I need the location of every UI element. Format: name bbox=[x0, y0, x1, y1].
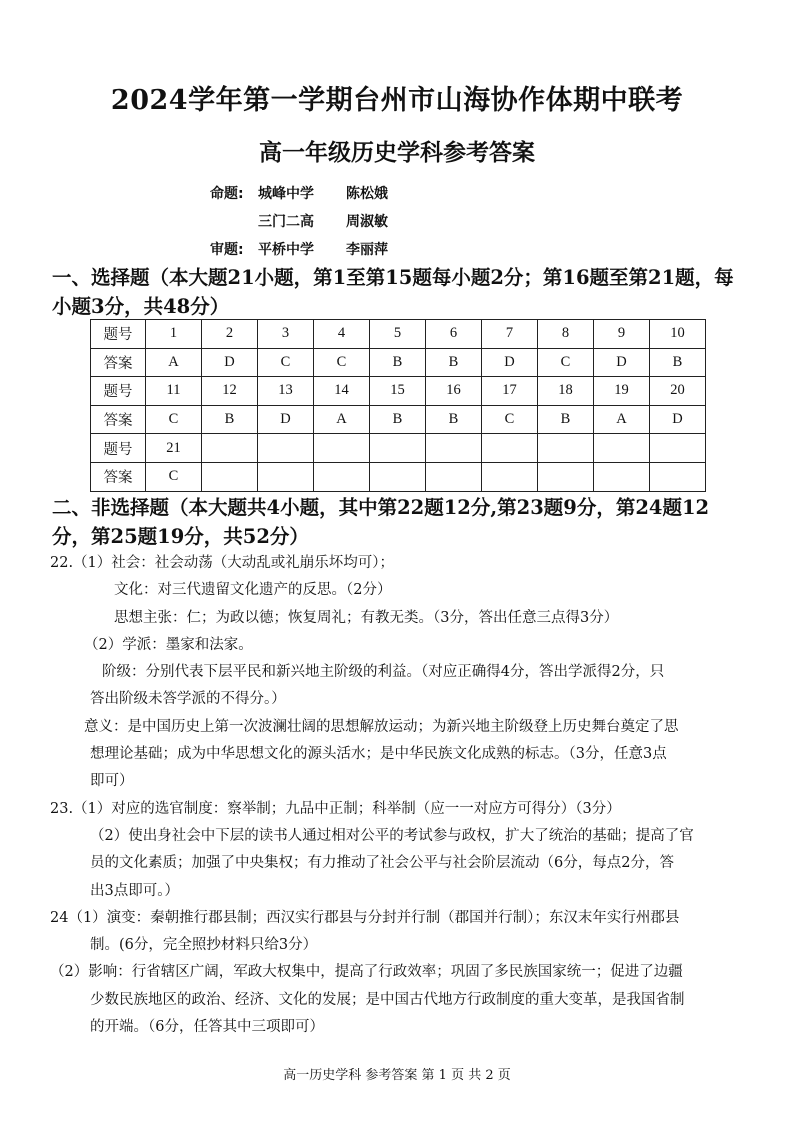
table-row bbox=[91, 462, 706, 491]
answer-line: 答出阶级未答学派的不得分。） bbox=[90, 691, 286, 708]
table-cell: 4 bbox=[314, 320, 370, 349]
table-cell: 20 bbox=[650, 377, 706, 406]
table-cell bbox=[314, 462, 370, 491]
credit-school: 三门二高 bbox=[258, 214, 314, 230]
row-header-cell: 题号 bbox=[91, 434, 146, 463]
table-cell bbox=[202, 462, 258, 491]
table-cell: C bbox=[146, 405, 202, 434]
table-cell: B bbox=[202, 405, 258, 434]
table-cell bbox=[594, 434, 650, 463]
table-cell: 10 bbox=[650, 320, 706, 349]
table-cell: 12 bbox=[202, 377, 258, 406]
answer-line: （2）学派：墨家和法家。 bbox=[84, 636, 253, 653]
section-two-heading: 二、非选择题（本大题共4小题，其中第22题12分,第23题9分，第24题12分，第25题19分，共52分） bbox=[52, 496, 710, 548]
table-cell: 1 bbox=[146, 320, 202, 349]
table-cell: B bbox=[426, 405, 482, 434]
table-row bbox=[91, 377, 706, 406]
table-cell: C bbox=[538, 348, 594, 377]
answer-line: 即可） bbox=[90, 773, 134, 790]
credit-person: 周淑敏 bbox=[346, 214, 388, 230]
table-cell: C bbox=[314, 348, 370, 377]
table-cell: D bbox=[650, 405, 706, 434]
table-cell bbox=[426, 462, 482, 491]
table-cell: B bbox=[650, 348, 706, 377]
table-cell: D bbox=[258, 405, 314, 434]
table-cell bbox=[314, 434, 370, 463]
row-header-cell: 题号 bbox=[91, 377, 146, 406]
table-cell: 5 bbox=[370, 320, 426, 349]
page-footer: 高一历史学科 参考答案 第 1 页 共 2 页 bbox=[283, 1068, 511, 1083]
table-cell: D bbox=[482, 348, 538, 377]
table-cell: 19 bbox=[594, 377, 650, 406]
row-header-cell: 答案 bbox=[91, 462, 146, 491]
table-cell: 13 bbox=[258, 377, 314, 406]
answer-line: 意义：是中国历史上第一次波澜壮阔的思想解放运动；为新兴地主阶级登上历史舞台奠定了思 bbox=[84, 718, 679, 735]
answer-line: 出3点即可。） bbox=[90, 882, 179, 899]
answer-line: （2）影响：行省辖区广阔，军政大权集中，提高了行政效率；巩固了多民族国家统一；促进了边疆 bbox=[50, 964, 683, 981]
table-cell bbox=[258, 462, 314, 491]
answer-line: 的开端。（6分，任答其中三项即可） bbox=[90, 1019, 324, 1036]
answer-line: 思想主张：仁；为政以德；恢复周礼；有教无类。（3分，答出任意三点得3分） bbox=[114, 609, 619, 626]
table-cell bbox=[594, 462, 650, 491]
table-cell: 11 bbox=[146, 377, 202, 406]
table-cell: C bbox=[146, 462, 202, 491]
answer-body bbox=[50, 550, 750, 1041]
credit-row bbox=[210, 208, 388, 236]
credit-school: 城峰中学 bbox=[258, 186, 314, 202]
table-cell bbox=[202, 434, 258, 463]
table-cell: D bbox=[202, 348, 258, 377]
table-row bbox=[91, 405, 706, 434]
row-header-cell: 答案 bbox=[91, 348, 146, 377]
table-cell: A bbox=[146, 348, 202, 377]
table-cell: 6 bbox=[426, 320, 482, 349]
section-one-heading: 一、选择题（本大题21小题，第1至第15题每小题2分；第16题至第21题，每小题3分，共48分） bbox=[52, 266, 734, 318]
credit-person: 李丽萍 bbox=[346, 242, 388, 258]
table-cell: A bbox=[314, 405, 370, 434]
answer-line: 22.（1）社会：社会动荡（大动乱或礼崩乐坏均可）； bbox=[50, 555, 395, 571]
table-cell: B bbox=[370, 348, 426, 377]
table-cell: D bbox=[594, 348, 650, 377]
credit-school: 平桥中学 bbox=[258, 242, 314, 258]
table-cell bbox=[538, 462, 594, 491]
credit-person: 陈松娥 bbox=[346, 186, 388, 202]
answer-line: 24（1）演变：秦朝推行郡县制；西汉实行郡县与分封并行制（郡国并行制）；东汉末年实行州郡县 bbox=[50, 909, 680, 926]
table-cell: 8 bbox=[538, 320, 594, 349]
table-cell: C bbox=[258, 348, 314, 377]
answer-line: 阶级：分别代表下层平民和新兴地主阶级的利益。（对应正确得4分，答出学派得2分，只 bbox=[102, 664, 665, 681]
table-cell: 16 bbox=[426, 377, 482, 406]
table-cell bbox=[482, 434, 538, 463]
page-subtitle: 高一年级历史学科参考答案 bbox=[259, 139, 535, 166]
credits-block bbox=[210, 180, 388, 264]
table-cell: C bbox=[482, 405, 538, 434]
table-cell bbox=[482, 462, 538, 491]
table-cell bbox=[370, 462, 426, 491]
table-cell: 3 bbox=[258, 320, 314, 349]
table-row bbox=[91, 320, 706, 349]
table-cell bbox=[258, 434, 314, 463]
table-cell bbox=[370, 434, 426, 463]
table-cell: 2 bbox=[202, 320, 258, 349]
answer-line: （2）使出身社会中下层的读书人通过相对公平的考试参与政权，扩大了统治的基础；提高了官 bbox=[90, 827, 694, 844]
page-title: 2024学年第一学期台州市山海协作体期中联考 bbox=[110, 85, 684, 116]
answer-table bbox=[90, 319, 706, 492]
table-cell: 18 bbox=[538, 377, 594, 406]
answer-line: 制。(6分，完全照抄材料只给3分） bbox=[90, 937, 318, 954]
credit-row bbox=[210, 236, 388, 264]
table-cell bbox=[650, 462, 706, 491]
table-cell: 15 bbox=[370, 377, 426, 406]
table-cell: 21 bbox=[146, 434, 202, 463]
table-cell: 17 bbox=[482, 377, 538, 406]
table-cell bbox=[538, 434, 594, 463]
table-cell bbox=[426, 434, 482, 463]
table-cell: 7 bbox=[482, 320, 538, 349]
credit-label: 审题: bbox=[210, 242, 244, 258]
table-row bbox=[91, 434, 706, 463]
answer-line: 23.（1）对应的选官制度：察举制；九品中正制；科举制（应一一对应方可得分）（3分） bbox=[50, 800, 621, 817]
row-header-cell: 答案 bbox=[91, 405, 146, 434]
credit-label: 命题: bbox=[210, 186, 244, 202]
table-cell: A bbox=[594, 405, 650, 434]
table-cell: B bbox=[426, 348, 482, 377]
credit-row bbox=[210, 180, 388, 208]
answer-line: 员的文化素质；加强了中央集权；有力推动了社会公平与社会阶层流动（6分，每点2分，答 bbox=[90, 855, 674, 872]
table-cell: 9 bbox=[594, 320, 650, 349]
table-row bbox=[91, 348, 706, 377]
answer-line: 文化：对三代遗留文化遗产的反思。（2分） bbox=[114, 582, 392, 599]
table-cell bbox=[650, 434, 706, 463]
row-header-cell: 题号 bbox=[91, 320, 146, 349]
answer-line: 少数民族地区的政治、经济、文化的发展；是中国古代地方行政制度的重大变革，是我国省制 bbox=[90, 991, 685, 1008]
table-cell: B bbox=[370, 405, 426, 434]
table-cell: B bbox=[538, 405, 594, 434]
answer-line: 想理论基础；成为中华思想文化的源头活水；是中华民族文化成熟的标志。（3分，任意3点 bbox=[90, 746, 667, 763]
table-cell: 14 bbox=[314, 377, 370, 406]
